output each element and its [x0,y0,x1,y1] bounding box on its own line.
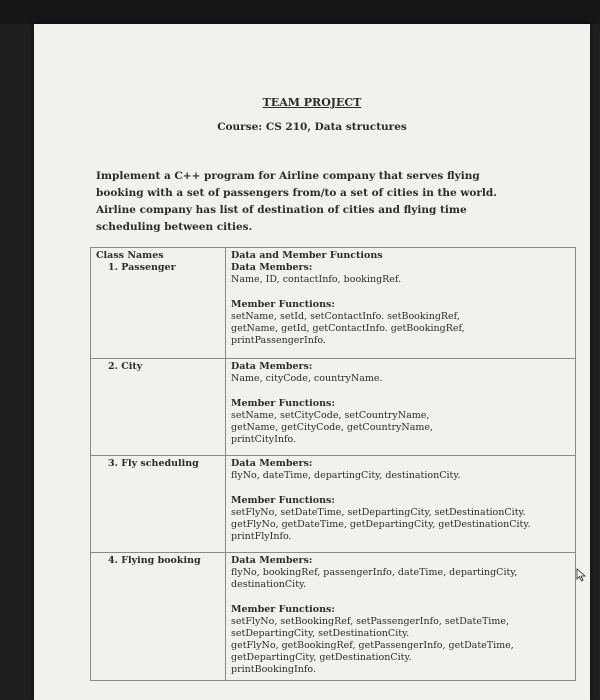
class-name-cell [91,359,226,456]
function-line: setFlyNo, setBookingRef, setPassengerInfo, setDateTime, [231,616,509,627]
details-cell [226,359,576,456]
function-line: setName, setCityCode, setCountryName, [231,410,430,421]
data-members-heading: Data Members: [231,361,313,372]
data-members-heading: Data Members: [231,262,313,273]
class-name: 2. City [108,361,143,372]
data-members-line: flyNo, bookingRef, passengerInfo, dateTime, departingCity, [231,567,518,578]
data-members: Name, cityCode, countryName. [231,373,383,384]
document-title: TEAM PROJECT [262,96,362,109]
details-cell [226,456,576,553]
class-name-cell [91,456,226,553]
function-line: printBookingInfo. [231,664,316,675]
function-line: getFlyNo, getBookingRef, getPassengerInfo, getDateTime, [231,640,514,651]
member-functions-heading: Member Functions: [231,299,335,310]
class-name: 1. Passenger [108,262,176,273]
data-members: flyNo, dateTime, departingCity, destinationCity. [231,470,461,481]
function-line: setFlyNo, setDateTime, setDepartingCity, setDestinationCity. [231,507,526,518]
function-line: printCityInfo. [231,434,297,445]
intro-paragraph: Implement a C++ program for Airline company that serves flying booking with a set of passengers from/to a set of cities in the world. Airline company has list of destination of cities and flying time scheduling between cities. [96,170,497,233]
member-functions-heading: Member Functions: [231,398,335,409]
table-row [91,553,576,681]
data-members-line: destinationCity. [231,579,307,590]
class-name-cell [91,248,226,359]
course-line: Course: CS 210, Data structures [217,121,407,133]
details-cell [226,248,576,359]
member-functions-heading: Member Functions: [231,604,335,615]
class-name: 4. Flying booking [108,555,201,566]
data-members-heading: Data Members: [231,555,313,566]
background-top [0,0,600,24]
header-class-names: Class Names [96,250,164,261]
function-line: printFlyInfo. [231,531,292,542]
header-data-functions: Data and Member Functions [231,250,383,261]
function-line: getName, getId, getContactInfo. getBookingRef, [231,323,465,334]
table-row [91,456,576,553]
data-members-heading: Data Members: [231,458,313,469]
table-row [91,248,576,359]
class-name-cell [91,553,226,681]
function-line: getDepartingCity, getDestinationCity. [231,652,412,663]
class-name: 3. Fly scheduling [108,458,199,469]
function-line: getFlyNo, getDateTime, getDepartingCity, getDestinationCity. [231,519,531,530]
table-row [91,359,576,456]
mouse-pointer-icon [576,567,588,586]
function-line: getName, getCityCode, getCountryName, [231,422,434,433]
member-functions-heading: Member Functions: [231,495,335,506]
data-members: Name, ID, contactInfo, bookingRef. [231,274,402,285]
function-line: setDepartingCity, setDestinationCity. [231,628,410,639]
function-line: printPassengerInfo. [231,335,326,346]
function-line: setName, setId, setContactInfo. setBookingRef, [231,311,460,322]
class-table [90,247,576,681]
document-page [34,24,590,700]
details-cell [226,553,576,681]
